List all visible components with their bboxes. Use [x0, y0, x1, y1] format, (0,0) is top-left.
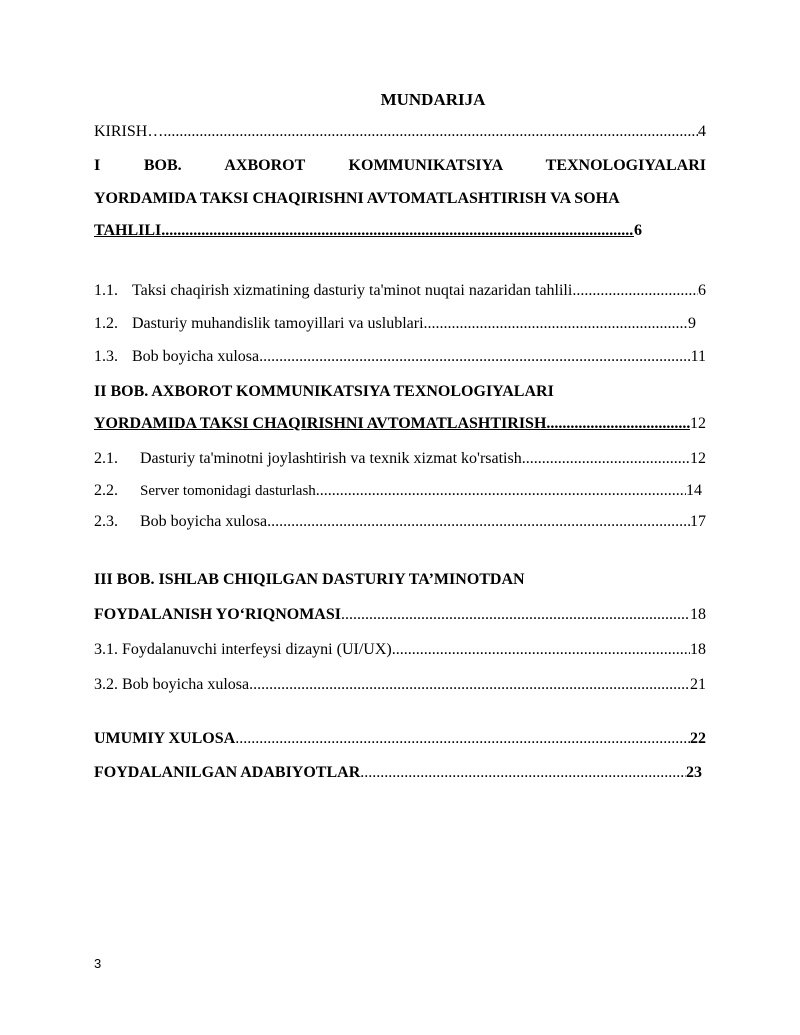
- leader-dots: [235, 730, 690, 748]
- toc-entry-number: 1.2.: [94, 315, 118, 332]
- leader-dots: [163, 123, 698, 141]
- toc-entry-page: 18: [690, 606, 706, 623]
- toc-entry-label: 3.2. Bob boyicha xulosa: [94, 676, 250, 693]
- leader-dots: [572, 282, 698, 300]
- toc-entry-adabiyotlar[interactable]: [94, 764, 702, 782]
- toc-entry-2-3[interactable]: [94, 513, 706, 531]
- toc-chapter-2-line-2[interactable]: [94, 415, 706, 433]
- toc-entry-label: Dasturiy ta'minotni joylashtirish va texnik xizmat ko'rsatish: [140, 450, 522, 467]
- toc-entry-label: YORDAMIDA TAKSI CHAQIRISHNI AVTOMATLASHTIRISH: [94, 415, 547, 432]
- toc-chapter-1-line-1[interactable]: I BOB. AXBOROT KOMMUNIKATSIYA TEXNOLOGIYALARI: [94, 157, 706, 174]
- toc-entry-page: 12: [690, 450, 706, 467]
- toc-entry-xulosa[interactable]: [94, 730, 706, 748]
- toc-entry-label: Server tomonidagi dasturlash: [140, 483, 316, 499]
- toc-chapter-2-line-1[interactable]: II BOB. AXBOROT KOMMUNIKATSIYA TEXNOLOGIYALARI: [94, 383, 554, 400]
- leader-dots: [392, 641, 690, 659]
- toc-entry-page: 18: [690, 641, 706, 658]
- toc-entry-page: 11: [690, 348, 706, 365]
- toc-entry-page: 17: [690, 513, 706, 530]
- toc-entry-number: 2.2.: [94, 482, 118, 499]
- toc-entry-page: 4: [698, 123, 706, 140]
- toc-entry-page: 12: [690, 415, 706, 432]
- toc-entry-page: 23: [686, 764, 702, 781]
- toc-entry-1-2[interactable]: [94, 315, 696, 333]
- leader-dots: [424, 315, 688, 333]
- toc-chapter-3-line-2[interactable]: [94, 606, 706, 624]
- toc-entry-page: 21: [690, 676, 706, 693]
- toc-entry-label: 3.1. Foydalanuvchi interfeysi dizayni (UI/UX): [94, 641, 392, 658]
- toc-entry-page: 9: [688, 315, 696, 332]
- toc-entry-label: FOYDALANILGAN ADABIYOTLAR: [94, 764, 361, 781]
- leader-dots: [546, 415, 690, 433]
- toc-entry-label: KIRISH…: [94, 123, 164, 140]
- leader-dots: [249, 676, 690, 694]
- page-number: 3: [94, 956, 102, 971]
- leader-dots: [316, 482, 686, 500]
- leader-dots: [522, 450, 690, 468]
- toc-entry-label: Taksi chaqirish xizmatining dasturiy ta'minot nuqtai nazaridan tahlili: [132, 282, 573, 299]
- toc-entry-page: 14: [686, 482, 702, 499]
- toc-chapter-3-line-1[interactable]: III BOB. ISHLAB CHIQILGAN DASTURIY TA’MINOTDAN: [94, 571, 525, 588]
- toc-entry-1-3[interactable]: [94, 348, 706, 366]
- toc-entry-page: 6: [698, 282, 706, 299]
- toc-entry-number: 1.3.: [94, 348, 118, 365]
- toc-entry-page: 22: [690, 730, 706, 747]
- toc-entry-kirish[interactable]: [94, 123, 706, 141]
- toc-title: MUNDARIJA: [380, 90, 486, 109]
- leader-dots: [161, 222, 634, 240]
- toc-chapter-1-line-2[interactable]: YORDAMIDA TAKSI CHAQIRISHNI AVTOMATLASHTIRISH VA SOHA: [94, 190, 620, 207]
- toc-entry-number: 2.1.: [94, 450, 118, 467]
- toc-entry-number: 1.1.: [94, 282, 118, 299]
- toc-entry-label: Dasturiy muhandislik tamoyillari va uslublari: [132, 315, 424, 332]
- toc-entry-label: Bob boyicha xulosa: [132, 348, 260, 365]
- toc-entry-label: FOYDALANISH YO‘RIQNOMASI: [94, 606, 341, 623]
- toc-entry-3-2[interactable]: [94, 676, 706, 694]
- leader-dots: [341, 606, 690, 624]
- toc-entry-page: 6: [634, 222, 642, 239]
- toc-entry-2-1[interactable]: [94, 450, 706, 468]
- toc-entry-label: Bob boyicha xulosa: [140, 513, 268, 530]
- leader-dots: [267, 513, 690, 531]
- toc-entry-2-2[interactable]: [94, 482, 702, 500]
- toc-entry-label: UMUMIY XULOSA: [94, 730, 236, 747]
- toc-entry-number: 2.3.: [94, 513, 118, 530]
- toc-entry-1-1[interactable]: [94, 282, 706, 300]
- leader-dots: [360, 764, 686, 782]
- toc-entry-label: TAHLILI: [94, 222, 162, 239]
- leader-dots: [259, 348, 691, 366]
- toc-chapter-1-line-3[interactable]: [94, 222, 642, 240]
- toc-entry-3-1[interactable]: [94, 641, 706, 659]
